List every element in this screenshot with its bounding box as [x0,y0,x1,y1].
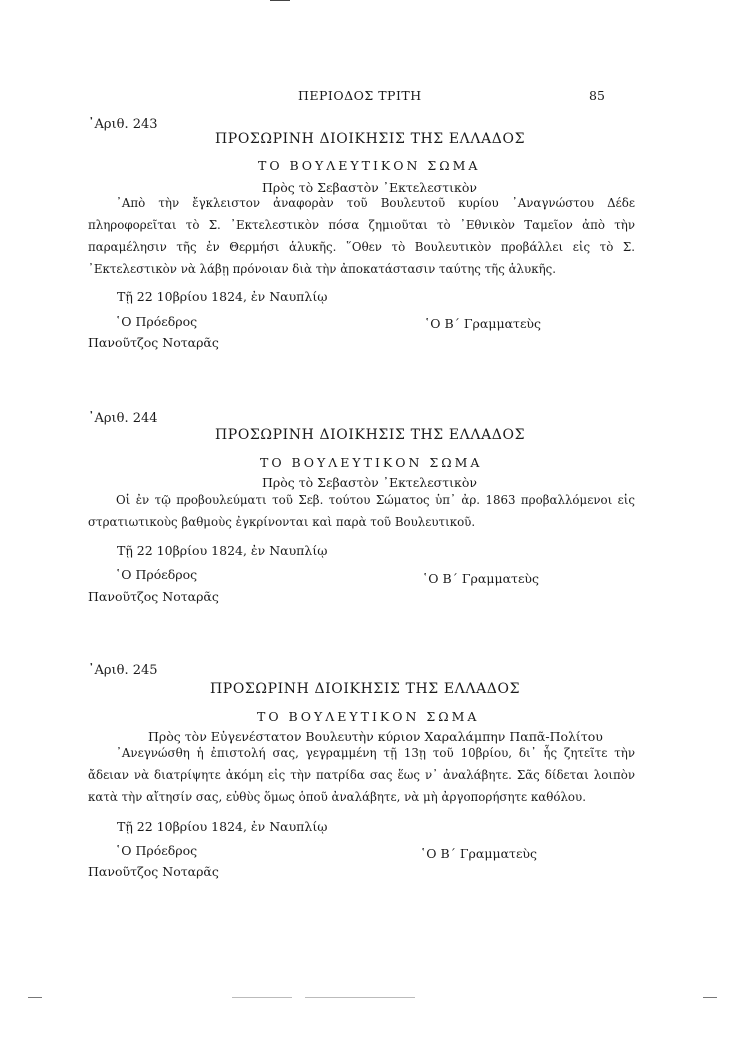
issuing-body: ΤΟ ΒΟΥΛΕΥΤΙΚΟΝ ΣΩΜΑ [260,455,483,470]
entry-paragraph: ᾿Απὸ τὴν ἔγκλειστον ἀναφορὰν τοῦ Βουλευτοῦ κυρίου ᾿Αναγνώστου Δέδε πληροφορεῖται τὸ Σ. ᾿Εκτελεστικὸν πόσα ζημιοῦται τὸ ᾿Εθνικὸν Ταμεῖον ἀπὸ τὴν παραμέλησιν τῆς ἐν Θερμήσι ἁλυκῆς. ῞Οθεν τὸ Βουλευτικὸν προβάλλει εἰς τὸ Σ. ᾿Εκτελεστικὸν νὰ λάβῃ πρόνοιαν διὰ τὴν ἀποκατάστασιν ταύτης τῆς ἁλυκῆς. [88,196,635,276]
secretary-title: ῾Ο Β΄ Γραμματεὺς [424,316,542,331]
secretary-title: ῾Ο Β΄ Γραμματεὺς [422,571,540,586]
entry-paragraph: Οἱ ἐν τῷ προβουλεύματι τοῦ Σεβ. τούτου Σώματος ὑπ᾿ ἀρ. 1863 προβαλλόμενοι εἰς στρατιωτικοὺς βαθμοὺς ἐγκρίνονται καὶ παρὰ τοῦ Βουλευτικοῦ. [88,493,635,529]
addressee: Πρὸς τὸ Σεβαστὸν ᾿Εκτελεστικὸν [262,475,477,490]
secretary-title: ῾Ο Β΄ Γραμματεὺς [420,846,538,861]
president-name: Πανοῦτζος Νοταρᾶς [88,589,219,604]
top-edge-mark [270,0,290,1]
scan-artifact-line [232,997,292,998]
president-title: ῾Ο Πρόεδρος [115,843,198,858]
scan-artifact-line [28,997,42,998]
page-number: 85 [589,88,605,103]
entry-number: ᾿Αριθ. 244 [88,411,158,426]
scan-artifact-line [703,997,717,998]
addressee: Πρὸς τὸ Σεβαστὸν ᾿Εκτελεστικὸν [262,180,477,195]
president-name: Πανοῦτζος Νοταρᾶς [88,864,219,879]
entry-paragraph: ᾿Ανεγνώσθη ἡ ἐπιστολή σας, γεγραμμένη τῇ 13ῃ τοῦ 10βρίου, δι᾿ ἧς ζητεῖτε τὴν ἄδειαν νὰ διατρίψητε ἀκόμη εἰς τὴν πατρίδα σας ἕως ν᾿ ἀναλάβητε. Σᾶς δίδεται λοιπὸν κατὰ τὴν αἴτησίν σας, εὐθὺς ὅμως ὁποῦ ἀναλάβητε, νὰ μὴ ἀργοπορήσητε καθόλου. [88,746,635,804]
entry-date: Τῇ 22 10βρίου 1824, ἐν Ναυπλίῳ [117,819,328,834]
president-name: Πανοῦτζος Νοταρᾶς [88,335,219,350]
entry-date: Τῇ 22 10βρίου 1824, ἐν Ναυπλίῳ [117,543,328,558]
president-title: ῾Ο Πρόεδρος [115,567,198,582]
entry-number: ᾿Αριθ. 245 [88,663,158,678]
scan-artifact-line [305,997,415,998]
entry-title: ΠΡΟΣΩΡΙΝΗ ΔΙΟΙΚΗΣΙΣ ΤΗΣ ΕΛΛΑΔΟΣ [215,131,526,147]
entry-number: ᾿Αριθ. 243 [88,117,158,132]
entry-date: Τῇ 22 10βρίου 1824, ἐν Ναυπλίῳ [117,289,328,304]
president-title: ῾Ο Πρόεδρος [115,314,198,329]
entry-title: ΠΡΟΣΩΡΙΝΗ ΔΙΟΙΚΗΣΙΣ ΤΗΣ ΕΛΛΑΔΟΣ [210,681,521,697]
entry-title: ΠΡΟΣΩΡΙΝΗ ΔΙΟΙΚΗΣΙΣ ΤΗΣ ΕΛΛΑΔΟΣ [215,427,526,443]
issuing-body: ΤΟ ΒΟΥΛΕΥΤΙΚΟΝ ΣΩΜΑ [258,158,481,173]
addressee: Πρὸς τὸν Εὐγενέστατον Βουλευτὴν κύριον Χαραλάμπην Παπᾶ-Πολίτου [148,729,603,744]
issuing-body: ΤΟ ΒΟΥΛΕΥΤΙΚΟΝ ΣΩΜΑ [257,709,480,724]
running-header: ΠΕΡΙΟΔΟΣ ΤΡΙΤΗ [298,88,422,103]
